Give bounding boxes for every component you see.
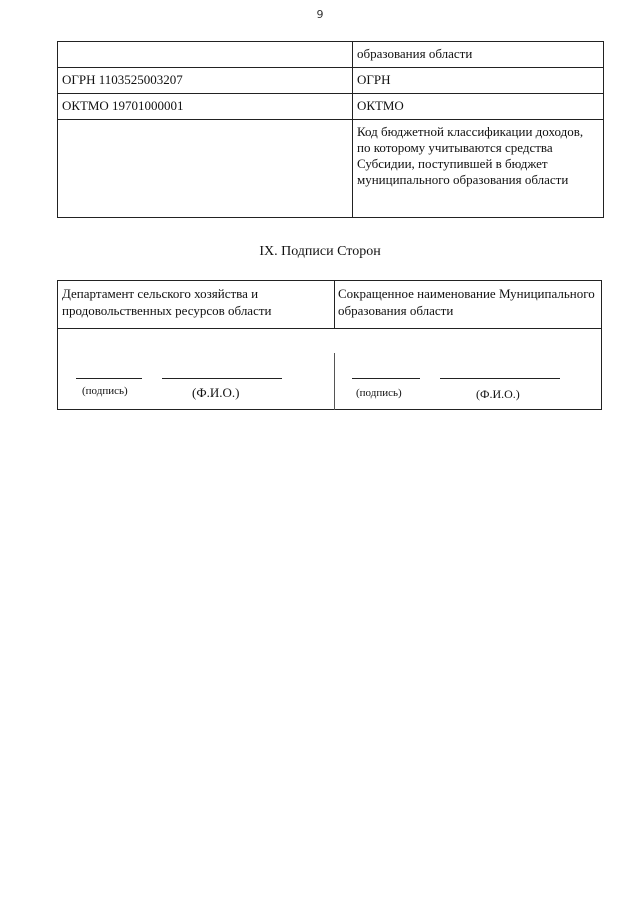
table-cell: образования области — [353, 42, 604, 68]
right-name-line — [440, 378, 560, 379]
table-row — [58, 94, 604, 120]
requisites-table — [57, 41, 604, 218]
signatures-header — [58, 281, 601, 329]
right-signature-line — [352, 378, 420, 379]
party-left-header: Департамент сельского хозяйства и продовольственных ресурсов области — [62, 286, 272, 318]
left-signature-caption: (подпись) — [82, 385, 128, 397]
signatures-table — [57, 280, 602, 410]
party-right-header: Сокращенное наименование Муниципального образования области — [338, 286, 595, 318]
table-cell — [58, 120, 353, 218]
left-name-line — [162, 378, 282, 379]
left-signature-line — [76, 378, 142, 379]
section-title: IX. Подписи Сторон — [259, 244, 381, 259]
table-row — [58, 42, 604, 68]
page-number: 9 — [316, 8, 324, 21]
table-cell: ОГРН 1103525003207 — [58, 68, 353, 94]
table-cell: Код бюджетной классификации доходов, по которому учитываются средства Субсидии, поступившей в бюджет муниципального образования области — [353, 120, 604, 218]
right-name-caption: (Ф.И.О.) — [476, 387, 520, 401]
table-row — [58, 68, 604, 94]
table-cell: ОКТМО 19701000001 — [58, 94, 353, 120]
right-signature-caption: (подпись) — [356, 387, 402, 399]
table-row — [58, 120, 604, 218]
table-cell: ОГРН — [353, 68, 604, 94]
table-cell: ОКТМО — [353, 94, 604, 120]
column-divider — [334, 281, 335, 328]
column-divider — [334, 353, 335, 410]
table-cell — [58, 42, 353, 68]
left-name-caption: (Ф.И.О.) — [192, 385, 240, 400]
